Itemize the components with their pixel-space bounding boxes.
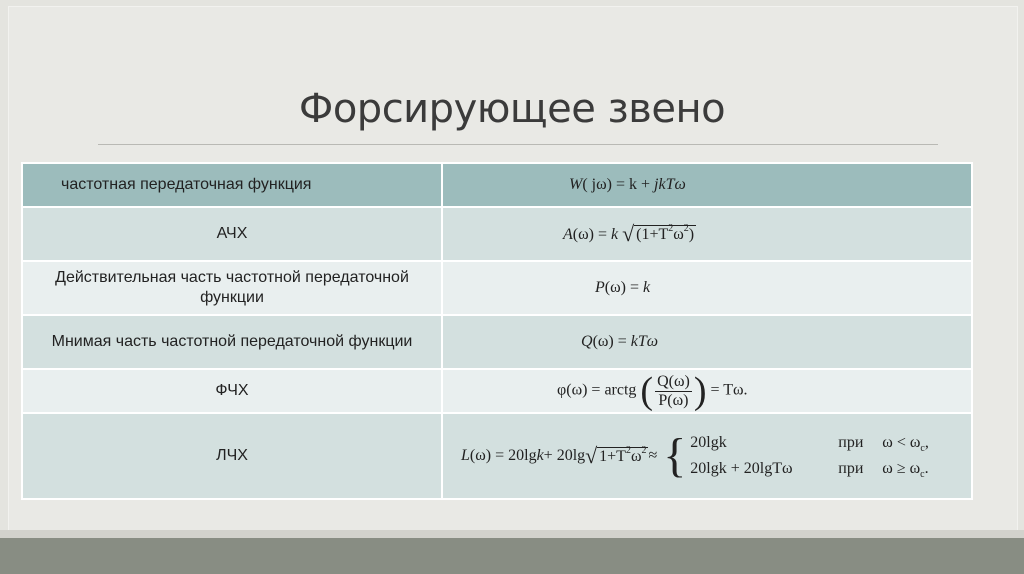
formula-symbol: jkTω xyxy=(654,176,686,193)
slide-title: Форсирующее звено xyxy=(298,86,726,132)
formula-symbol: k xyxy=(536,447,544,464)
formula-symbol: k xyxy=(643,279,651,296)
row-label: ФЧХ xyxy=(22,369,442,413)
formula-text: = Tω. xyxy=(710,381,748,399)
case-condition xyxy=(882,460,929,481)
formula-text: (ω) = xyxy=(604,279,643,296)
table-row xyxy=(22,315,972,369)
footer-stripe xyxy=(0,530,1024,538)
footer-bar xyxy=(0,538,1024,574)
formula-text: (ω) = 20lg xyxy=(469,447,537,464)
case-keyword: при xyxy=(838,460,864,477)
properties-table xyxy=(21,162,973,500)
formula-log-amplitude xyxy=(443,429,971,482)
formula-exponent: 2 xyxy=(625,444,631,456)
formula-exponent: 2 xyxy=(683,222,689,234)
piecewise-cases xyxy=(690,434,929,481)
row-label: частотная передаточная функция xyxy=(22,163,442,207)
case-condition xyxy=(882,434,929,455)
row-label: ЛЧХ xyxy=(22,413,442,499)
sqrt-sign: √ $1+T^2\omega^2$ xyxy=(585,442,647,468)
left-brace: { xyxy=(663,429,687,482)
formula-text: (ω) = xyxy=(592,333,631,350)
formula-cell xyxy=(442,315,972,369)
fraction-numerator: Q(ω) xyxy=(657,372,690,390)
formula-cell xyxy=(442,261,972,315)
formula-transfer-function xyxy=(569,176,686,194)
formula-text: ω ≥ ω xyxy=(882,460,921,477)
fraction-denominator: P(ω) xyxy=(658,391,689,409)
formula-cell xyxy=(442,207,972,261)
formula-text: ≈ xyxy=(648,447,658,464)
table-row xyxy=(22,207,972,261)
formula-text: = k + xyxy=(615,176,655,193)
formula-symbol: k xyxy=(611,225,619,243)
formula-text: 1+T xyxy=(599,447,626,465)
table-row xyxy=(22,261,972,315)
formula-text: . xyxy=(924,460,929,477)
formula-exponent: 2 xyxy=(641,444,647,456)
formula-cell xyxy=(442,163,972,207)
left-paren: ( xyxy=(640,370,654,412)
formula-subscript: c xyxy=(920,443,925,455)
formula-symbol: P xyxy=(595,279,605,296)
formula-exponent: 2 xyxy=(668,222,674,234)
title-divider xyxy=(98,144,938,145)
formula-symbol: Q xyxy=(581,333,593,350)
formula-symbol: W xyxy=(569,176,583,193)
case-expression: 20lgk xyxy=(690,434,727,451)
formula-text: ) xyxy=(688,225,695,243)
table-row xyxy=(22,413,972,499)
row-label: Мнимая часть частотной передаточной функции xyxy=(22,315,442,369)
formula-text: + 20lg xyxy=(543,447,586,464)
row-label: Действительная часть частотной передаточной функции xyxy=(22,261,442,315)
formula-symbol: L xyxy=(461,447,470,464)
table-row xyxy=(22,163,972,207)
formula-symbol: A xyxy=(563,225,573,243)
formula-phase xyxy=(557,372,748,410)
formula-text: , xyxy=(924,434,929,451)
formula-symbol: kTω xyxy=(630,333,659,350)
case-keyword: при xyxy=(838,434,864,451)
sqrt-sign: √ $(1+T^2\omega^2)$ xyxy=(622,220,695,246)
formula-text: (1+T xyxy=(636,225,669,243)
right-paren: ) xyxy=(693,370,707,412)
fraction xyxy=(655,373,692,410)
formula-real-part xyxy=(595,279,650,297)
formula-text: ( jω) xyxy=(582,176,612,193)
case-expression: 20lgk + 20lgTω xyxy=(690,460,793,477)
formula-cell xyxy=(442,413,972,499)
formula-amplitude xyxy=(563,220,696,246)
table-row xyxy=(22,369,972,413)
formula-text: ω xyxy=(630,447,642,465)
formula-subscript: c xyxy=(920,469,925,481)
row-label: АЧХ xyxy=(22,207,442,261)
formula-imaginary-part xyxy=(581,333,658,351)
formula-text: φ(ω) = arctg xyxy=(557,381,637,399)
formula-text: (ω) = xyxy=(572,225,611,243)
formula-text: ω < ω xyxy=(882,434,921,451)
formula-cell xyxy=(442,369,972,413)
formula-text: ω xyxy=(673,225,684,243)
